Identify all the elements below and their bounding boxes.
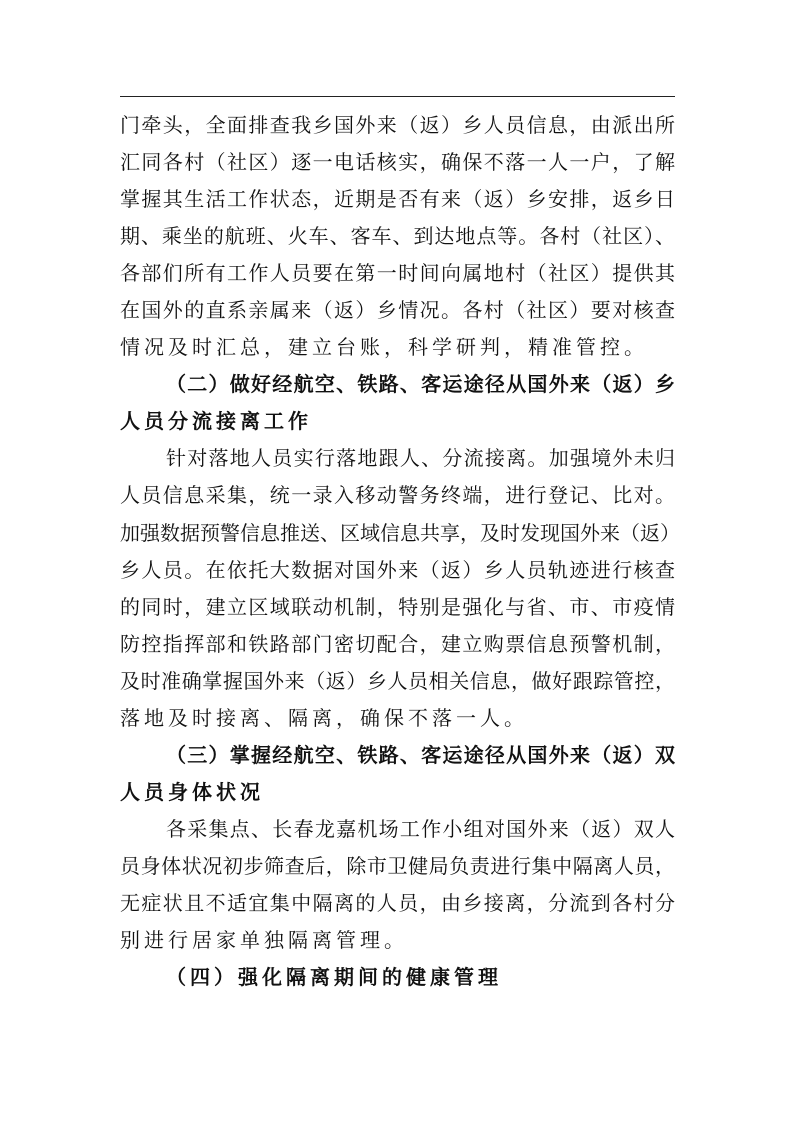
paragraph-line: 防控指挥部和铁路部门密切配合，建立购票信息预警机制， <box>120 631 675 656</box>
section-heading-line: （二）做好经航空、铁路、客运途径从国外来（返）乡 <box>166 372 675 397</box>
section-heading-line: 人员身体状况 <box>120 779 264 804</box>
paragraph-line: 门牵头，全面排查我乡国外来（返）乡人员信息，由派出所 <box>120 113 675 137</box>
paragraph-line: 各采集点、长春龙嘉机场工作小组对国外来（返）双人 <box>166 816 675 841</box>
paragraph-line: 掌握其生活工作状态，近期是否有来（返）乡安排，返乡日 <box>120 187 675 212</box>
paragraph-line: 乡人员。在依托大数据对国外来（返）乡人员轨迹进行核查 <box>120 557 675 582</box>
paragraph-line: 情况及时汇总，建立台账，科学研判，精准管控。 <box>120 335 648 360</box>
section-heading-line: （四）强化隔离期间的健康管理 <box>166 965 502 990</box>
section-heading-line: （三）掌握经航空、铁路、客运途径从国外来（返）双 <box>166 742 675 767</box>
section-heading-line: 人员分流接离工作 <box>120 409 312 434</box>
paragraph-line: 期、乘坐的航班、火车、客车、到达地点等。各村（社区）、 <box>120 224 675 249</box>
paragraph-line: 人员信息采集，统一录入移动警务终端，进行登记、比对。 <box>120 483 675 508</box>
paragraph-line: 无症状且不适宜集中隔离的人员，由乡接离，分流到各村分 <box>120 890 675 915</box>
paragraph-line: 员身体状况初步筛查后，除市卫健局负责进行集中隔离人员， <box>120 853 675 878</box>
paragraph-line: 各部们所有工作人员要在第一时间向属地村（社区）提供其 <box>120 261 675 286</box>
paragraph-line: 落地及时接离、隔离，确保不落一人。 <box>120 705 528 730</box>
paragraph-line: 加强数据预警信息推送、区域信息共享，及时发现国外来（返） <box>120 520 680 545</box>
paragraph-line: 及时准确掌握国外来（返）乡人员相关信息，做好跟踪管控， <box>120 668 675 693</box>
document-body <box>120 107 680 996</box>
paragraph-line: 的同时，建立区域联动机制，特别是强化与省、市、市疫情 <box>120 594 675 619</box>
paragraph-line: 别进行居家单独隔离管理。 <box>120 928 408 953</box>
header-rule <box>120 96 675 97</box>
paragraph-line: 汇同各村（社区）逐一电话核实，确保不落一人一户，了解 <box>120 150 675 175</box>
paragraph-line: 针对落地人员实行落地跟人、分流接离。加强境外未归 <box>166 446 675 471</box>
paragraph-line: 在国外的直系亲属来（返）乡情况。各村（社区）要对核查 <box>120 298 675 323</box>
